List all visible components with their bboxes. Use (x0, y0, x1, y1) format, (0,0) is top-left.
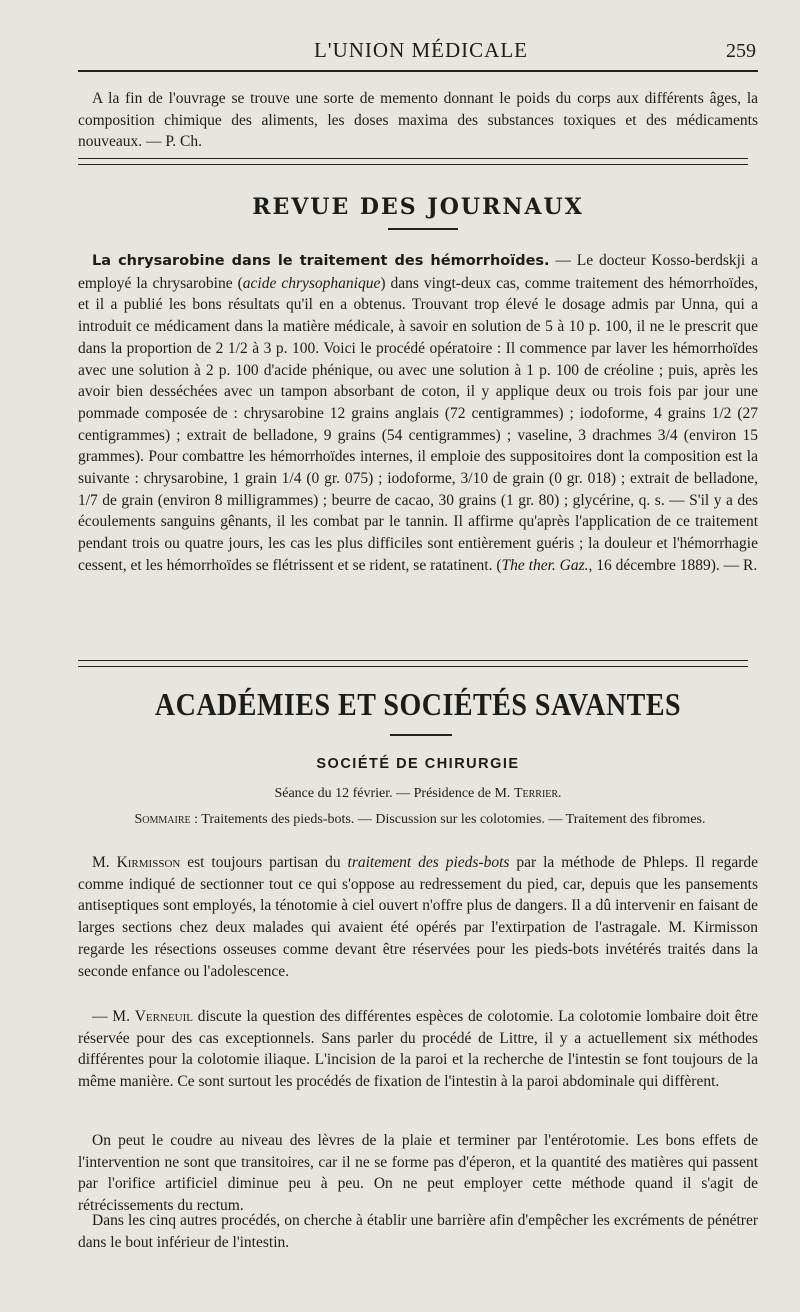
running-title: L'UNION MÉDICALE (313, 38, 528, 62)
verneuil-prefix: — M. (92, 1008, 135, 1025)
kirmisson-prefix: M. (92, 854, 117, 871)
article-text-1: — Le docteur Kosso-berdskji a employé la chrysarobine ( (78, 252, 758, 292)
title-underline (388, 228, 458, 230)
article-lead: La chrysarobine dans le traitement des hémorrhoïdes. (92, 253, 550, 269)
paragraph-cinq-procedes: Dans les cinq autres procédés, on cherche à établir une barrière afin d'empêcher les excréments de pénétrer dans le bout inférieur de l'intestin. (78, 1212, 758, 1251)
kirmisson-text-1: est toujours partisan du (180, 854, 348, 871)
seance-suffix: . (558, 786, 562, 801)
verneuil-text: discute la question des différentes espèces de colotomie. La colotomie lombaire doit être réservée pour des cas exceptionnels. Sans parler du procédé de Littre, il y a actuellement six méthodes différentes pour la colotomie iliaque. L'incision de la paroi et la recherche de l'intestin se font toujours de la même manière. Ce sont surtout les procédés de fixation de l'intestin à la paroi abdominale qui diffèrent. (78, 1008, 758, 1091)
section-title-academies: ACADÉMIES ET SOCIÉTÉS SAVANTES (154, 687, 682, 724)
article-journal: The ther. Gaz. (501, 556, 589, 574)
president-name: Terrier (513, 786, 559, 801)
header-rule (78, 70, 758, 72)
kirmisson-name: Kirmisson (116, 854, 181, 871)
intro-paragraph: A la fin de l'ouvrage se trouve une sorte de memento donnant le poids du corps aux différents âges, la composition chimique des aliments, les doses maxima des substances toxiques et des médicaments nouveaux. — P. Ch. (78, 90, 758, 151)
kirmisson-topic: traitement des pieds-bots (347, 854, 510, 871)
article-text-3: , 16 décembre 1889). — R. (588, 556, 758, 574)
title-underline-2 (390, 734, 452, 736)
article-acid: acide chrysophanique (242, 274, 381, 292)
paragraph-kirmisson (78, 852, 758, 982)
section-divider (78, 158, 748, 165)
paragraph-coudre: On peut le coudre au niveau des lèvres de la plaie et terminer par l'entérotomie. Les bons effets de l'intervention ne sont que transitoires, car il ne se forme pas d'éperon, et la quantité des matières qui passent par l'orifice artificiel diminue peu à peu. On ne peut employer cette méthode quand il s'agit de rétrécissements du rectum. (78, 1132, 758, 1215)
article-chrysarobine (78, 250, 758, 577)
paragraph-verneuil (78, 1006, 758, 1093)
sommaire-text: : Traitements des pieds-bots. — Discussion sur les colotomies. — Traitement des fibromes. (190, 812, 706, 827)
page-number: 259 (726, 40, 756, 62)
kirmisson-text-2: par la méthode de Phleps. Il regarde comme indiqué de sectionner tout ce qui s'oppose au redressement du pied, car, depuis que les pansements antiseptiques sont employés, la ténotomie à ciel ouvert n'offre plus de dangers. Il a dû intervenir en faisant de larges sections chez deux malades qui avaient été opérés par l'extirpation de l'astragale. M. Kirmisson regarde les résections osseuses comme devant être réservées pour les pieds-bots invétérés traités dans la seconde enfance ou l'adolescence. (78, 854, 759, 980)
society-heading: SOCIÉTÉ DE CHIRURGIE (316, 756, 520, 772)
page-header (78, 36, 764, 66)
section-title-revue: REVUE DES JOURNAUX (252, 194, 584, 220)
sommaire-label: Sommaire (134, 812, 191, 827)
seance-line (78, 786, 758, 802)
sommaire (110, 810, 730, 829)
article-text-2: ) dans vingt-deux cas, comme traitement des hémorrhoïdes, et il a publié les bons résultats qu'il en a obtenus. Trouvant trop élevé le dosage admis par Unna, qui a introduit ce médicament dans la matière médicale, à savoir en solution de 5 à 10 p. 100, il ne le prescrit que dans la proportion de 2 1/2 à 3 p. 100. Voici le procédé opératoire : Il commence par laver les hémorrhoïdes avec une solution à 2 p. 100 d'acide phénique, ou avec une solution à 1 p. 100 de créoline ; puis, après les avoir bien desséchées avec un tampon absorbant de coton, il y applique deux ou trois fois par jour une pommade composée de : chrysarobine 12 grains anglais (72 centigrammes) ; iodoforme, 4 grains 1/2 (27 centigrammes) ; extrait de belladone, 9 grains (54 centigrammes) ; vaseline, 3 drachmes 3/4 (environ 15 grammes). Pour combattre les hémorrhoïdes internes, il emploie des suppositoires dont la composition est la suivante : chrysarobine, 1 grain 1/4 (0 gr. 075) ; iodoforme, 3/10 de grain (0 gr. 018) ; extrait de belladone, 1/7 de grain (environ 8 milligrammes) ; beurre de cacao, 30 grains (1 gr. 80) ; glycérine, q. s. — S'il y a des écoulements sanguins gênants, il les combat par le tannin. Il affirme qu'après l'application de ce traitement pendant trois ou quatre jours, les cas les plus difficiles sont entièrement guéris ; la douleur et l'hémorrhagie cessent, et les hémorrhoïdes se flétrissent et se rident, se ratatinent. ( (78, 274, 758, 574)
seance-prefix: Séance du 12 février. — Présidence de M. (274, 786, 514, 801)
section-divider-2 (78, 660, 748, 667)
verneuil-name: Verneuil (134, 1008, 193, 1025)
